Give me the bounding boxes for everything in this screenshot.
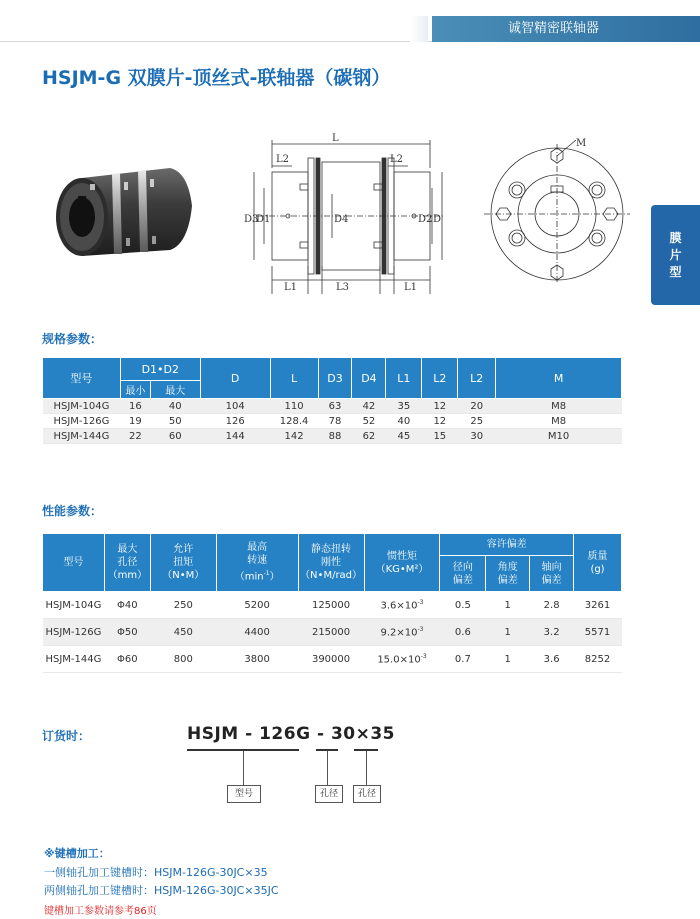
table-row [43,619,622,646]
spec-header-d1d2: D1•D2 [120,358,200,381]
cell: 3800 [216,646,298,673]
cell: 52 [352,414,386,429]
cell: 0.7 [440,646,486,673]
side-tab-char-3: 型 [669,264,682,279]
keyway-note-heading: ※键槽加工： [44,847,110,860]
spec-header-D: D [200,358,270,399]
spec-header-L: L [270,358,318,399]
header-line: 转速 [247,555,268,567]
table-row [43,399,622,414]
order-box-bore2: 孔径 [353,785,381,803]
dim-L2-left-label: L2 [276,154,290,165]
speed-unit: （min [234,571,264,583]
cell: 45 [386,429,422,444]
table-row [43,429,622,444]
dim-D1-label: D1 [256,214,271,225]
side-tab-char-1: 膜 [669,230,682,245]
header-line: 偏差 [452,574,473,586]
header-line: 质量 [587,550,608,562]
header-line: 孔径 [117,557,138,568]
perf-header-torque [150,534,216,592]
spec-section-label: 规格参数： [42,332,103,346]
connector-bore1 [327,751,328,785]
header-line: （N•M/rad） [300,570,363,581]
inertia-exp: -3 [420,652,427,660]
cell: 4400 [216,619,298,646]
cell: 78 [318,414,352,429]
cell: HSJM-126G [43,414,121,429]
header-line: 惯性矩 [387,550,417,562]
cell: 3.2 [530,619,574,646]
cell: 215000 [298,619,364,646]
spec-header-max: 最大 [150,381,200,399]
cell: HSJM-126G [43,619,105,646]
cell: Φ40 [104,592,150,619]
cell: 12 [422,414,458,429]
cell: 0.5 [440,592,486,619]
order-box-bore1: 孔径 [315,785,343,803]
page-title: HSJM-G 双膜片-顶丝式-联轴器（碳钢） [42,67,391,89]
cell: 12 [422,399,458,414]
side-view-drawing [228,128,448,300]
header-line: 偏差 [541,574,562,586]
dim-D4-label: D4 [334,214,349,225]
perf-section-label: 性能参数： [42,504,103,518]
cell: 128.4 [270,414,318,429]
cell: Φ60 [104,646,150,673]
cell: 250 [150,592,216,619]
perf-header-inertia [364,534,440,592]
inertia-value: 15.0×10 [377,654,421,666]
header-line: 轴向 [541,561,562,573]
header-line: （mm） [107,570,148,581]
inertia-exp: -3 [417,598,424,606]
table-row [43,592,622,619]
cell: M8 [496,399,622,414]
cell: 88 [318,429,352,444]
spec-table [42,357,622,444]
cell: 19 [120,414,150,429]
perf-header-tolerance: 容许偏差 [440,534,574,556]
cell: 144 [200,429,270,444]
cell: 1 [486,646,530,673]
cell: 2.8 [530,592,574,619]
cell [364,592,440,619]
spec-header-L1: L1 [386,358,422,399]
cell: 60 [150,429,200,444]
product-photo [42,144,198,272]
cell: 0.6 [440,619,486,646]
spec-header-D3: D3 [318,358,352,399]
brand-header-bar [432,16,700,42]
cell: 16 [120,399,150,414]
inertia-value: 9.2×10 [380,627,418,639]
spec-header-L2a: L2 [422,358,458,399]
cell: 800 [150,646,216,673]
cell [364,646,440,673]
perf-header-angular [486,556,530,592]
cell: 1 [486,592,530,619]
cell: M10 [496,429,622,444]
header-line: 允许 [173,544,194,555]
cell: 8252 [574,646,622,673]
header-line: 静态扭转 [311,544,352,555]
order-box-model: 型号 [227,785,261,803]
inertia-exp: -3 [417,625,424,633]
cell: 390000 [298,646,364,673]
dim-M-label: M [576,138,587,149]
perf-header-axial [530,556,574,592]
header-line: （KG•M²） [375,563,429,575]
speed-unit-exp: -1 [263,570,270,578]
perf-header-model: 型号 [43,534,105,592]
dim-D2-label: D2 [418,214,433,225]
dim-L-label: L [332,133,339,144]
spec-header-model: 型号 [43,358,121,399]
cell: 63 [318,399,352,414]
cell: HSJM-144G [43,646,105,673]
cell [364,619,440,646]
cell: M8 [496,414,622,429]
cell: 126 [200,414,270,429]
dim-L1-left-label: L1 [284,282,298,293]
connector-model [243,751,244,785]
cell: 450 [150,619,216,646]
perf-table [42,533,622,673]
cell: HSJM-104G [43,399,121,414]
header-line: $(\min^{-1})$ [234,570,280,583]
brand-name: 诚智精密联轴器 [508,21,600,36]
header-line: 扭矩 [173,557,194,568]
header-line: 最大 [117,544,138,555]
order-code-example: HSJM - 126G - 30×35 [187,724,395,744]
table-row [43,414,622,429]
dim-D-label: D [433,214,442,225]
header-line: 角度 [497,561,518,573]
cell: 50 [150,414,200,429]
cell: 3.6 [530,646,574,673]
header-line: 径向 [452,561,473,573]
cell: 142 [270,429,318,444]
spec-header-L2b: L2 [458,358,496,399]
dim-L1-right-label: L1 [404,282,418,293]
header-line: 最高 [247,542,268,554]
dim-D3-label: D3 [244,214,259,225]
cell: 1 [486,619,530,646]
cell: 40 [386,414,422,429]
face-view-drawing [484,136,630,286]
cell: 104 [200,399,270,414]
connector-bore2 [366,751,367,785]
header-line: (g) [590,563,605,575]
perf-header-mass [574,534,622,592]
keyway-note-two-sides: 两侧轴孔加工键槽时：HSJM-126G-30JC×35JC [44,884,279,897]
category-side-tab[interactable] [651,205,700,305]
cell: 42 [352,399,386,414]
cell: 20 [458,399,496,414]
cell: 110 [270,399,318,414]
cell: Φ50 [104,619,150,646]
header-bar-stub [410,16,428,42]
cell: HSJM-104G [43,592,105,619]
side-tab-char-2: 片 [669,247,682,262]
header-line: （N•M） [162,570,205,581]
cell: 40 [150,399,200,414]
header-line: 刚性 [321,557,342,568]
table-row [43,646,622,673]
dim-L3-label: L3 [336,282,350,293]
cell: 62 [352,429,386,444]
cell: 30 [458,429,496,444]
header-line: 偏差 [497,574,518,586]
cell: 22 [120,429,150,444]
cell: 25 [458,414,496,429]
order-section-label: 订货时： [42,729,91,743]
perf-header-max-bore [104,534,150,592]
spec-header-min: 最小 [120,381,150,399]
cell: HSJM-144G [43,429,121,444]
cell: 125000 [298,592,364,619]
cell: 3261 [574,592,622,619]
spec-header-M: M [496,358,622,399]
inertia-value: 3.6×10 [380,600,418,612]
perf-header-stiffness [298,534,364,592]
keyway-note-one-side: 一侧轴孔加工键槽时：HSJM-126G-30JC×35 [44,866,268,879]
cell: 5200 [216,592,298,619]
spec-header-D4: D4 [352,358,386,399]
cell: 5571 [574,619,622,646]
cell: 35 [386,399,422,414]
dim-L2-right-label: L2 [390,154,404,165]
keyway-reference-note: 键槽加工参数请参考86页 [44,906,157,917]
perf-header-speed [216,534,298,592]
perf-header-radial [440,556,486,592]
cell: 15 [422,429,458,444]
